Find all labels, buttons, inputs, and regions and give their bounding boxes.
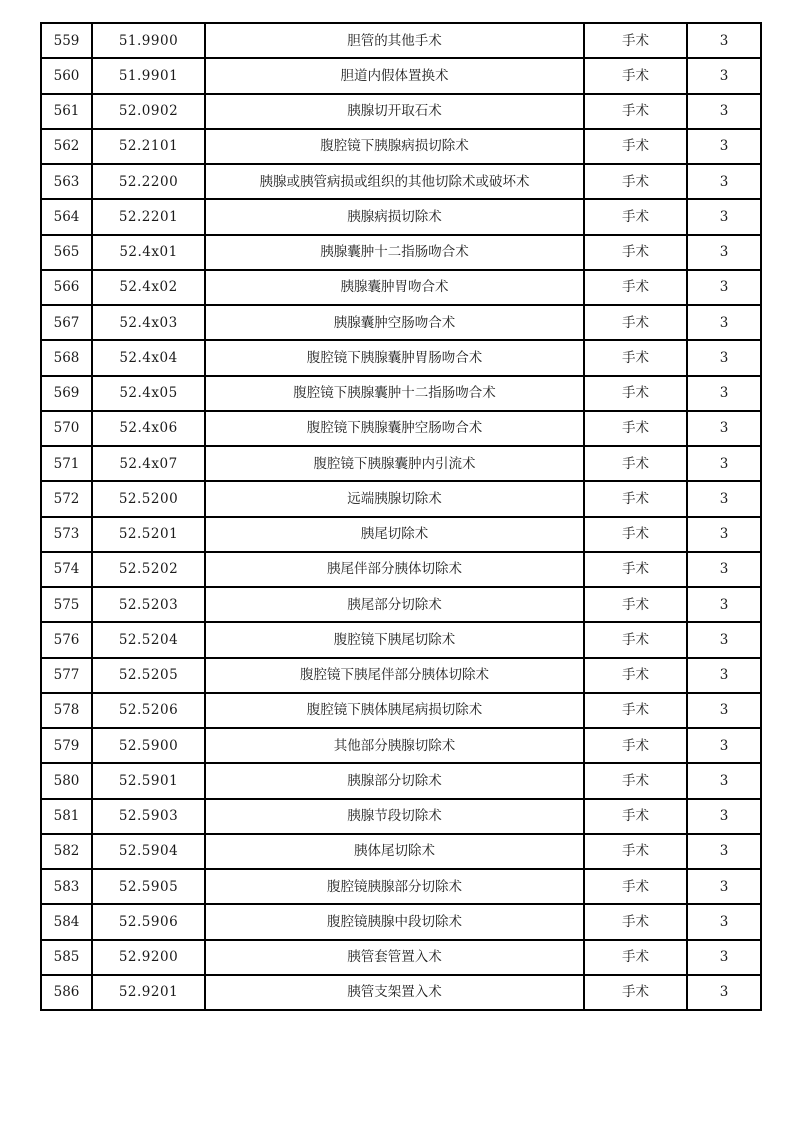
- procedure-code-cell: 52.5201: [92, 517, 205, 552]
- procedure-type-cell: 手术: [584, 799, 687, 834]
- procedure-type-cell: 手术: [584, 446, 687, 481]
- table-row: [41, 340, 761, 375]
- table-row: [41, 799, 761, 834]
- table-row: [41, 587, 761, 622]
- procedure-type-cell: 手术: [584, 164, 687, 199]
- procedure-code-cell: 52.2200: [92, 164, 205, 199]
- procedure-code-cell: 52.4x01: [92, 235, 205, 270]
- procedure-code-cell: 52.5203: [92, 587, 205, 622]
- procedure-level-cell: 3: [687, 869, 761, 904]
- procedure-type-cell: 手术: [584, 481, 687, 516]
- procedure-level-cell: 3: [687, 446, 761, 481]
- procedure-code-cell: 52.5204: [92, 622, 205, 657]
- procedure-code-cell: 52.4x03: [92, 305, 205, 340]
- procedure-code-cell: 52.5205: [92, 658, 205, 693]
- procedure-table-body: [41, 23, 761, 1010]
- procedure-name-cell: 胰尾切除术: [205, 517, 584, 552]
- row-number-cell: 574: [41, 552, 92, 587]
- procedure-type-cell: 手术: [584, 763, 687, 798]
- row-number-cell: 565: [41, 235, 92, 270]
- table-row: [41, 517, 761, 552]
- table-row: [41, 481, 761, 516]
- row-number-cell: 582: [41, 834, 92, 869]
- row-number-cell: 566: [41, 270, 92, 305]
- procedure-code-cell: 52.5906: [92, 904, 205, 939]
- table-row: [41, 199, 761, 234]
- row-number-cell: 586: [41, 975, 92, 1010]
- row-number-cell: 575: [41, 587, 92, 622]
- procedure-name-cell: 腹腔镜下胰腺囊肿十二指肠吻合术: [205, 376, 584, 411]
- table-row: [41, 411, 761, 446]
- table-row: [41, 58, 761, 93]
- procedure-name-cell: 胆道内假体置换术: [205, 58, 584, 93]
- procedure-type-cell: 手术: [584, 58, 687, 93]
- procedure-type-cell: 手术: [584, 552, 687, 587]
- procedure-type-cell: 手术: [584, 587, 687, 622]
- row-number-cell: 585: [41, 940, 92, 975]
- procedure-name-cell: 胰腺囊肿空肠吻合术: [205, 305, 584, 340]
- procedure-level-cell: 3: [687, 411, 761, 446]
- table-row: [41, 94, 761, 129]
- row-number-cell: 561: [41, 94, 92, 129]
- row-number-cell: 570: [41, 411, 92, 446]
- procedure-name-cell: 腹腔镜胰腺部分切除术: [205, 869, 584, 904]
- procedure-level-cell: 3: [687, 305, 761, 340]
- procedure-name-cell: 胰尾伴部分胰体切除术: [205, 552, 584, 587]
- procedure-name-cell: 胰尾部分切除术: [205, 587, 584, 622]
- row-number-cell: 571: [41, 446, 92, 481]
- procedure-type-cell: 手术: [584, 270, 687, 305]
- procedure-code-cell: 52.4x05: [92, 376, 205, 411]
- procedure-type-cell: 手术: [584, 23, 687, 58]
- table-row: [41, 23, 761, 58]
- table-row: [41, 834, 761, 869]
- procedure-level-cell: 3: [687, 235, 761, 270]
- procedure-code-cell: 52.0902: [92, 94, 205, 129]
- procedure-level-cell: 3: [687, 270, 761, 305]
- procedure-level-cell: 3: [687, 94, 761, 129]
- procedure-code-cell: 52.5200: [92, 481, 205, 516]
- table-row: [41, 622, 761, 657]
- procedure-type-cell: 手术: [584, 94, 687, 129]
- table-row: [41, 129, 761, 164]
- procedure-type-cell: 手术: [584, 376, 687, 411]
- procedure-name-cell: 胰管支架置入术: [205, 975, 584, 1010]
- row-number-cell: 584: [41, 904, 92, 939]
- procedure-name-cell: 腹腔镜下胰腺病损切除术: [205, 129, 584, 164]
- procedure-code-cell: 52.5202: [92, 552, 205, 587]
- procedure-level-cell: 3: [687, 728, 761, 763]
- row-number-cell: 581: [41, 799, 92, 834]
- table-row: [41, 940, 761, 975]
- row-number-cell: 583: [41, 869, 92, 904]
- procedure-level-cell: 3: [687, 622, 761, 657]
- procedure-code-cell: 52.4x06: [92, 411, 205, 446]
- table-row: [41, 658, 761, 693]
- table-row: [41, 235, 761, 270]
- procedure-name-cell: 腹腔镜下胰腺囊肿内引流术: [205, 446, 584, 481]
- procedure-level-cell: 3: [687, 658, 761, 693]
- procedure-name-cell: 腹腔镜下胰尾切除术: [205, 622, 584, 657]
- table-row: [41, 728, 761, 763]
- procedure-name-cell: 其他部分胰腺切除术: [205, 728, 584, 763]
- table-row: [41, 904, 761, 939]
- procedure-type-cell: 手术: [584, 834, 687, 869]
- procedure-level-cell: 3: [687, 587, 761, 622]
- procedure-level-cell: 3: [687, 799, 761, 834]
- procedure-level-cell: 3: [687, 975, 761, 1010]
- procedure-level-cell: 3: [687, 517, 761, 552]
- row-number-cell: 578: [41, 693, 92, 728]
- row-number-cell: 576: [41, 622, 92, 657]
- row-number-cell: 563: [41, 164, 92, 199]
- procedure-type-cell: 手术: [584, 235, 687, 270]
- row-number-cell: 572: [41, 481, 92, 516]
- procedure-level-cell: 3: [687, 904, 761, 939]
- row-number-cell: 560: [41, 58, 92, 93]
- procedure-level-cell: 3: [687, 552, 761, 587]
- procedure-name-cell: 胰腺囊肿胃吻合术: [205, 270, 584, 305]
- procedure-name-cell: 胰腺囊肿十二指肠吻合术: [205, 235, 584, 270]
- procedure-name-cell: 胰腺节段切除术: [205, 799, 584, 834]
- procedure-level-cell: 3: [687, 58, 761, 93]
- row-number-cell: 580: [41, 763, 92, 798]
- procedure-type-cell: 手术: [584, 658, 687, 693]
- procedure-name-cell: 腹腔镜下胰尾伴部分胰体切除术: [205, 658, 584, 693]
- procedure-type-cell: 手术: [584, 129, 687, 164]
- procedure-code-cell: 52.4x02: [92, 270, 205, 305]
- procedure-type-cell: 手术: [584, 904, 687, 939]
- procedure-code-cell: 52.5901: [92, 763, 205, 798]
- table-row: [41, 693, 761, 728]
- procedure-name-cell: 胰腺病损切除术: [205, 199, 584, 234]
- procedure-type-cell: 手术: [584, 975, 687, 1010]
- table-row: [41, 270, 761, 305]
- row-number-cell: 562: [41, 129, 92, 164]
- procedure-code-cell: 52.4x04: [92, 340, 205, 375]
- procedure-code-cell: 52.5905: [92, 869, 205, 904]
- table-row: [41, 869, 761, 904]
- row-number-cell: 564: [41, 199, 92, 234]
- procedure-level-cell: 3: [687, 763, 761, 798]
- row-number-cell: 569: [41, 376, 92, 411]
- procedure-name-cell: 腹腔镜下胰体胰尾病损切除术: [205, 693, 584, 728]
- row-number-cell: 567: [41, 305, 92, 340]
- procedure-name-cell: 胰体尾切除术: [205, 834, 584, 869]
- procedure-type-cell: 手术: [584, 940, 687, 975]
- procedure-code-cell: 52.4x07: [92, 446, 205, 481]
- procedure-name-cell: 胰管套管置入术: [205, 940, 584, 975]
- procedure-type-cell: 手术: [584, 411, 687, 446]
- procedure-name-cell: 胆管的其他手术: [205, 23, 584, 58]
- row-number-cell: 568: [41, 340, 92, 375]
- procedure-level-cell: 3: [687, 340, 761, 375]
- procedure-level-cell: 3: [687, 940, 761, 975]
- procedure-type-cell: 手术: [584, 517, 687, 552]
- table-row: [41, 164, 761, 199]
- procedure-type-cell: 手术: [584, 305, 687, 340]
- procedure-code-cell: 51.9901: [92, 58, 205, 93]
- table-row: [41, 552, 761, 587]
- procedure-code-cell: 52.9201: [92, 975, 205, 1010]
- procedure-level-cell: 3: [687, 693, 761, 728]
- procedure-level-cell: 3: [687, 376, 761, 411]
- procedure-type-cell: 手术: [584, 728, 687, 763]
- procedure-code-cell: 52.2201: [92, 199, 205, 234]
- procedure-type-cell: 手术: [584, 869, 687, 904]
- procedure-level-cell: 3: [687, 834, 761, 869]
- procedure-level-cell: 3: [687, 164, 761, 199]
- procedure-name-cell: 腹腔镜下胰腺囊肿空肠吻合术: [205, 411, 584, 446]
- table-row: [41, 376, 761, 411]
- procedure-code-cell: 52.9200: [92, 940, 205, 975]
- table-row: [41, 975, 761, 1010]
- row-number-cell: 579: [41, 728, 92, 763]
- procedure-name-cell: 胰腺切开取石术: [205, 94, 584, 129]
- table-row: [41, 763, 761, 798]
- procedure-code-cell: 52.5900: [92, 728, 205, 763]
- procedure-type-cell: 手术: [584, 693, 687, 728]
- procedure-code-cell: 52.5903: [92, 799, 205, 834]
- row-number-cell: 573: [41, 517, 92, 552]
- table-row: [41, 305, 761, 340]
- procedure-level-cell: 3: [687, 481, 761, 516]
- row-number-cell: 559: [41, 23, 92, 58]
- procedure-code-cell: 52.5904: [92, 834, 205, 869]
- row-number-cell: 577: [41, 658, 92, 693]
- procedure-name-cell: 胰腺或胰管病损或组织的其他切除术或破坏术: [205, 164, 584, 199]
- procedure-level-cell: 3: [687, 23, 761, 58]
- table-row: [41, 446, 761, 481]
- procedure-code-cell: 52.2101: [92, 129, 205, 164]
- procedure-name-cell: 胰腺部分切除术: [205, 763, 584, 798]
- procedure-name-cell: 腹腔镜下胰腺囊肿胃肠吻合术: [205, 340, 584, 375]
- procedure-name-cell: 腹腔镜胰腺中段切除术: [205, 904, 584, 939]
- procedure-table: [40, 22, 762, 1011]
- procedure-type-cell: 手术: [584, 199, 687, 234]
- procedure-code-cell: 51.9900: [92, 23, 205, 58]
- procedure-type-cell: 手术: [584, 340, 687, 375]
- procedure-level-cell: 3: [687, 199, 761, 234]
- procedure-name-cell: 远端胰腺切除术: [205, 481, 584, 516]
- procedure-type-cell: 手术: [584, 622, 687, 657]
- procedure-level-cell: 3: [687, 129, 761, 164]
- procedure-code-cell: 52.5206: [92, 693, 205, 728]
